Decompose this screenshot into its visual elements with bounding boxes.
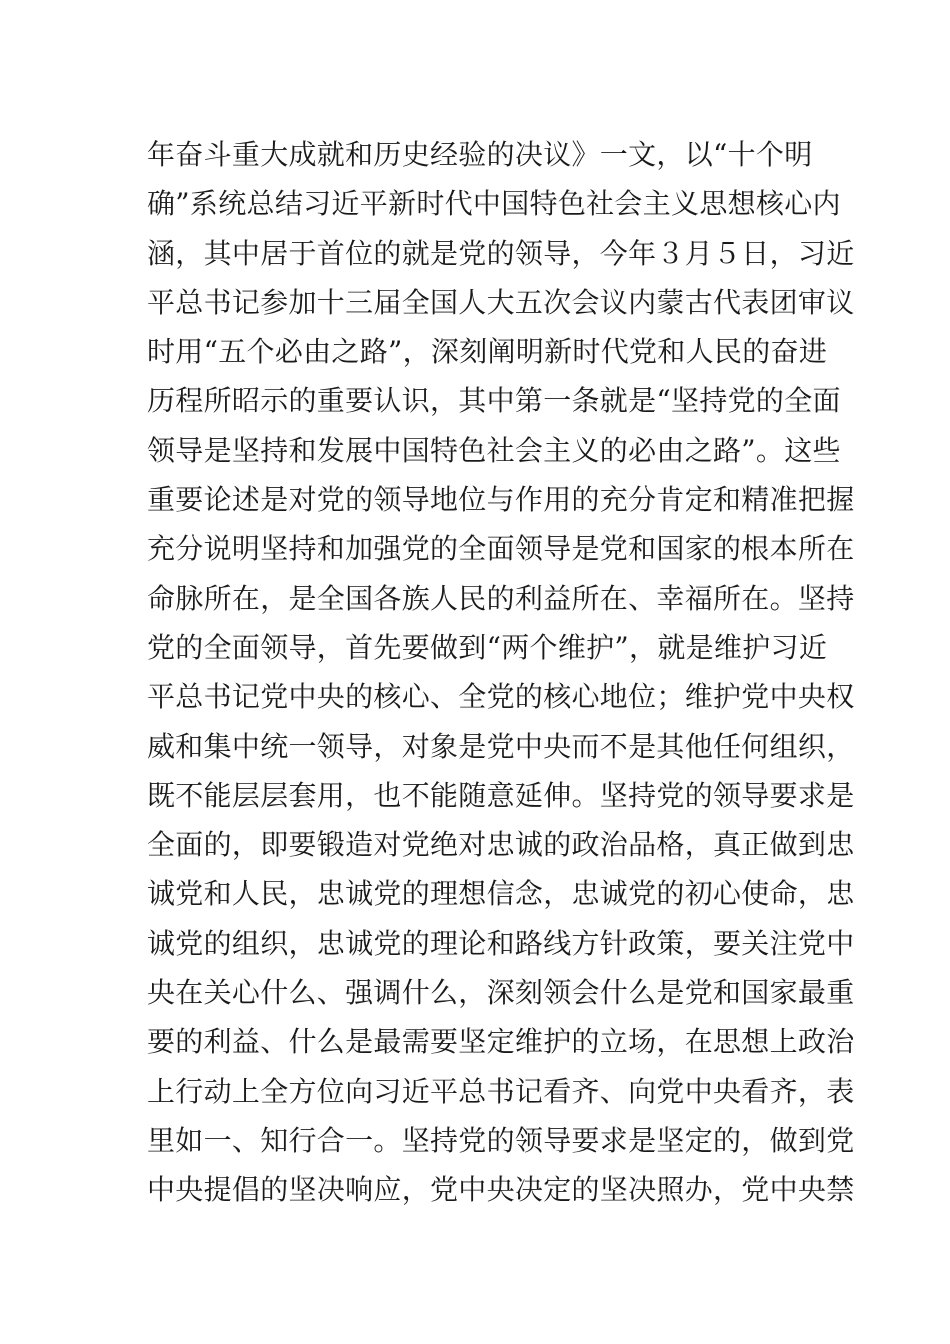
text-line: 确”系统总结习近平新时代中国特色社会主义思想核心内 [147,187,841,221]
text-line: 平总书记参加十三届全国人大五次会议内蒙古代表团审议 [147,285,855,319]
text-line: 涵，其中居于首位的就是党的领导，今年３月５日，习近 [147,236,855,270]
text-line: 年奋斗重大成就和历史经验的决议》一文，以“十个明 [147,138,813,171]
text-line: 威和集中统一领导，对象是党中央而不是其他任何组织， [147,729,855,763]
text-line: 平总书记党中央的核心、全党的核心地位；维护党中央权 [147,680,855,714]
text-line: 领导是坚持和发展中国特色社会主义的必由之路”。这些 [147,433,841,467]
text-line: 党的全面领导，首先要做到“两个维护”，就是维护习近 [147,630,828,664]
body-text [147,130,855,1215]
text-line: 全面的，即要锻造对党绝对忠诚的政治品格，真正做到忠 [147,828,855,862]
text-line: 时用“五个必由之路”，深刻阐明新时代党和人民的奋进 [147,335,828,369]
text-line: 充分说明坚持和加强党的全面领导是党和国家的根本所在 [147,532,855,566]
text-line: 中央提倡的坚决响应，党中央决定的坚决照办，党中央禁 [147,1173,855,1207]
text-line: 里如一、知行合一。坚持党的领导要求是坚定的，做到党 [147,1123,855,1157]
text-line: 命脉所在，是全国各族人民的利益所在、幸福所在。坚持 [147,581,855,615]
text-line: 上行动上全方位向习近平总书记看齐、向党中央看齐，表 [147,1074,855,1108]
text-line: 央在关心什么、强调什么，深刻领会什么是党和国家最重 [147,976,855,1010]
text-line: 要的利益、什么是最需要坚定维护的立场，在思想上政治 [147,1025,855,1059]
text-line: 诚党和人民，忠诚党的理想信念，忠诚党的初心使命，忠 [147,877,855,911]
text-line: 重要论述是对党的领导地位与作用的充分肯定和精准把握 [147,483,855,517]
text-line: 诚党的组织，忠诚党的理论和路线方针政策，要关注党中 [147,926,855,960]
text-line: 既不能层层套用，也不能随意延伸。坚持党的领导要求是 [147,778,855,812]
text-line: 历程所昭示的重要认识，其中第一条就是“坚持党的全面 [147,384,841,418]
